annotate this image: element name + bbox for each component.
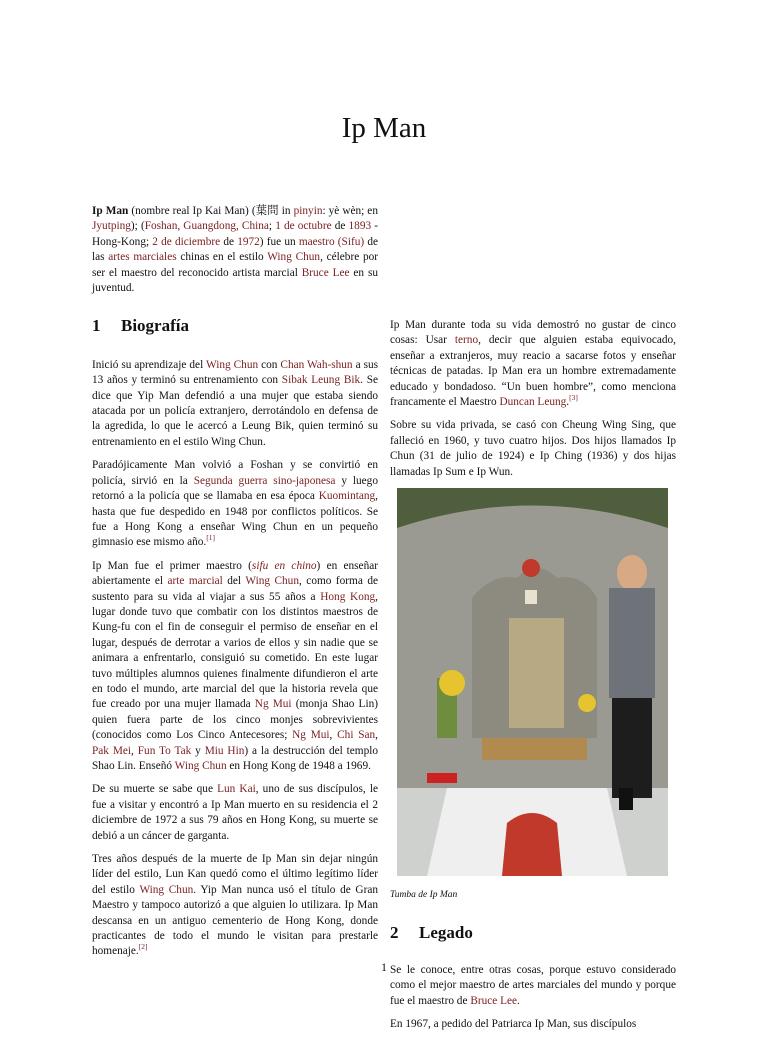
link-kuomintang[interactable]: Kuomintang bbox=[318, 490, 376, 503]
section-title: Biografía bbox=[121, 316, 189, 336]
link-segunda-guerra[interactable]: Segunda guerra sino-japonesa bbox=[193, 474, 336, 487]
link-ng-mui[interactable]: Ng Mui bbox=[254, 698, 292, 711]
link-death-date[interactable]: 2 de diciembre bbox=[152, 235, 221, 248]
link-wing-chun[interactable]: Wing Chun bbox=[245, 575, 299, 588]
paragraph: Paradójicamente Man volvió a Foshan y se convirtió en policía, sirvió en la Segunda guerra sino-japonesa y luego retornó a la policía que se llamaba en esa época Kuomintang, hasta que fue despedido en 1948 por conflictos políticos. Se fue a Hong Kong a enseñar Wing Chun en un pequeño gimnasio ese mismo año.[1] bbox=[92, 459, 378, 549]
paragraph: Tres años después de la muerte de Ip Man sin dejar ningún líder del estilo, Lun Kan quedó como el último legítimo líder del estilo Wing Chun. Yip Man nunca usó el título de Gran Maestro y tampoco autorizó a que alguien lo utilizara. Ip Man descansa en un antiguo cementerio de Hong Kong, donde practicantes de todo el mundo le visitan para prestarle homenaje.[2] bbox=[92, 853, 379, 958]
tomb-photo bbox=[397, 488, 668, 876]
intro-paragraph: Ip Man (nombre real Ip Kai Man) (葉問 in pinyin: yè wèn; en Jyutping); (Foshan, Guangdong, China; 1 de octubre de 1893 - Hong-Kong; 2 de diciembre de 1972) fue un maestro (Sifu) de las artes marciales chinas en el estilo Wing Chun, célebre por ser el maestro del reconocido artista marcial Bruce Lee en su juventud. bbox=[92, 205, 379, 295]
link-chi-san[interactable]: Chi San bbox=[337, 729, 376, 742]
section-heading-biografia bbox=[92, 316, 378, 336]
link-miu-hin[interactable]: Miu Hin bbox=[204, 744, 245, 757]
link-wing-chun[interactable]: Wing Chun bbox=[174, 760, 227, 772]
figure-caption: Tumba de Ip Man bbox=[390, 890, 458, 901]
link-artes-marciales[interactable]: artes marciales bbox=[108, 251, 177, 264]
paragraph: Inició su aprendizaje del Wing Chun con Chan Wah-shun a sus 13 años y terminó su entrenamiento con Sibak Leung Bik. Se dice que Yip Man defendió a una mujer que estaba siendo atacada por un policía extranjero, derrotándolo en defensa de la agredida, lo que le acercó a Leung Bik, quien terminó su entrenamiento en el estilo Wing Chun. bbox=[92, 358, 379, 448]
paragraph: Se le conoce, entre otras cosas, porque estuvo considerado como el mejor maestro de artes marciales del mundo y porque fue el maestro de Bruce Lee. bbox=[390, 963, 676, 1007]
paragraph: Ip Man fue el primer maestro (sifu en chino) en enseñar abiertamente el arte marcial del Wing Chun, como forma de sustento para su vida al viajar a sus 55 años a Hong Kong, lugar donde tuvo que combatir con los distintos maestros de Kung-fu con el fin de conseguir el permiso de enseñar en el lugar, después de derrotar a varios de ellos y sin nadie que se animara a enfrentarlo, consiguió su cometido. En este lugar tuvo múltiples alumnos quienes finalmente difundieron el arte en todo el mundo, arte marcial del que la historia revela que fue creado por una mujer llamada Ng Mui (monja Shao Lin) quien fuera parte de los cinco monjes sobrevivientes (conocidos como Los Cinco Antecesores; Ng Mui, Chi San, Pak Mei, Fun To Tak y Miu Hin) a la destrucción del templo Shao Lin. Enseñó Wing Chun en Hong Kong de 1948 a 1969. bbox=[92, 559, 379, 772]
chinese-name: 葉問 bbox=[255, 205, 279, 217]
link-jyutping[interactable]: Jyutping bbox=[92, 220, 131, 233]
link-hong-kong[interactable]: Hong Kong bbox=[320, 590, 376, 603]
section-number: 2 bbox=[390, 923, 399, 943]
link-bruce-lee[interactable]: Bruce Lee bbox=[301, 266, 350, 279]
link-death-year[interactable]: 1972 bbox=[237, 235, 260, 248]
link-wing-chun[interactable]: Wing Chun bbox=[139, 883, 194, 896]
link-sifu[interactable]: sifu en chino bbox=[251, 559, 317, 572]
link-birth-year[interactable]: 1893 bbox=[348, 220, 372, 233]
section-title: Legado bbox=[419, 923, 473, 943]
link-duncan-leung[interactable]: Duncan Leung bbox=[499, 396, 567, 409]
link-arte-marcial[interactable]: arte marcial bbox=[167, 575, 223, 588]
reference-link[interactable]: [3] bbox=[569, 393, 578, 403]
link-pak-mei[interactable]: Pak Mei bbox=[92, 744, 132, 757]
link-pinyin[interactable]: pinyin bbox=[293, 205, 323, 217]
link-maestro[interactable]: maestro (Sifu) bbox=[298, 235, 365, 248]
link-wing-chun[interactable]: Wing Chun bbox=[267, 251, 321, 264]
paragraph: En 1967, a pedido del Patriarca Ip Man, sus discípulos bbox=[390, 1018, 637, 1031]
page-number: 1 bbox=[381, 960, 387, 974]
section-heading-legado bbox=[390, 923, 676, 943]
link-fun-to-tak[interactable]: Fun To Tak bbox=[137, 744, 192, 757]
reference-link[interactable]: [1] bbox=[206, 533, 215, 543]
link-chan-wah-shun[interactable]: Chan Wah-shun bbox=[280, 358, 353, 371]
link-wing-chun[interactable]: Wing Chun bbox=[206, 358, 259, 371]
link-lun-kai[interactable]: Lun Kai bbox=[217, 783, 256, 796]
paragraph: Sobre su vida privada, se casó con Cheung Wing Sing, que falleció en 1960, y tuvo cuatro hijos. Dos hijos llamados Ip Chun (31 de julio de 1924) e Ip Ching (1936) y dos hijas llamadas Ip Sum e Ip Wun. bbox=[390, 419, 676, 478]
link-terno[interactable]: terno bbox=[454, 334, 479, 347]
link-bruce-lee[interactable]: Bruce Lee bbox=[470, 994, 518, 1007]
page-title: Ip Man bbox=[341, 112, 427, 144]
link-ng-mui[interactable]: Ng Mui bbox=[292, 729, 330, 742]
link-birthplace[interactable]: Foshan, Guangdong, China bbox=[144, 220, 269, 233]
paragraph: De su muerte se sabe que Lun Kai, uno de sus discípulos, le fue a visitar y encontró a Ip Man muerto en su residencia el 2 diciembre de 1972 a sus 79 años en Hong Kong, su muerte se debió a un cáncer de garganta. bbox=[92, 783, 378, 842]
paragraph: Ip Man durante toda su vida demostró no gustar de cinco cosas: Usar terno, decir que alguien estaba equivocado, enseñar a extranjeros, muy reacio a sacarse fotos y enseñar técnicas de patadas. Ip Man era un hombre extremadamente educado y bondadoso. “Un buen hombre”, como menciona francamente el Maestro Duncan Leung.[3] bbox=[390, 319, 676, 409]
link-sibak-leung-bik[interactable]: Sibak Leung Bik bbox=[281, 374, 361, 387]
section-number: 1 bbox=[92, 316, 101, 336]
subject-name: Ip Man bbox=[92, 205, 129, 217]
link-birth-date[interactable]: 1 de octubre bbox=[275, 220, 332, 233]
reference-link[interactable]: [2] bbox=[138, 942, 148, 952]
left-column bbox=[92, 204, 378, 968]
right-column bbox=[390, 318, 676, 1041]
